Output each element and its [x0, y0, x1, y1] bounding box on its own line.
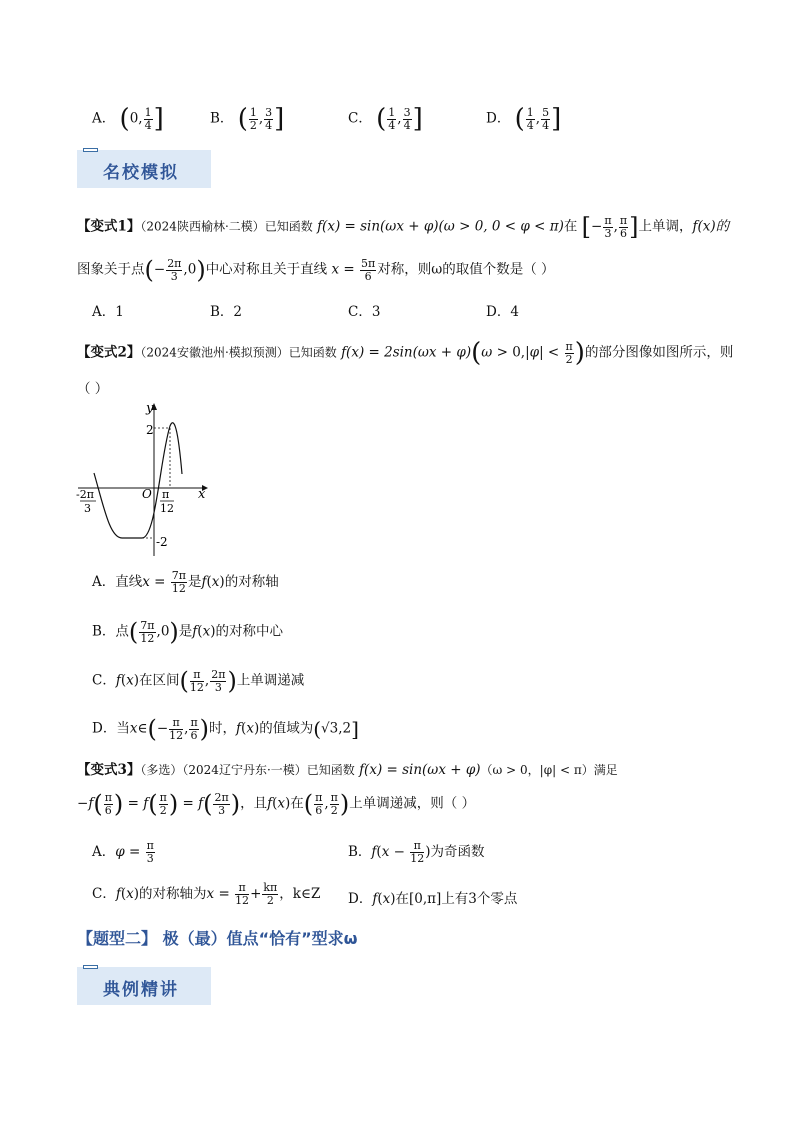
y-max-label: 2 — [146, 423, 154, 437]
question-2-line1: 【变式2】（2024安徽池州·模拟预测）已知函数 f(x) = 2sin(ωx + φ)(ω > 0,|φ| < $\frac{\pi}{2}$ )的部分图像如图所示，则 — [77, 338, 734, 368]
x-tick-pos-num: π — [162, 488, 170, 501]
question-3-line2: −f( $\frac{\pi}{6}$ ) = f( $\frac{\pi}{2}$ ) = f( $\frac{2\pi}{3}$ )，且f(x)在( $\frac{\pi}{6}$ , $\frac{\pi}{2}$ )上单调递减，则（ ） — [77, 790, 476, 818]
function-expression: f(x) = sin(ωx + φ) — [359, 762, 481, 778]
q3-option-c: C．f(x)的对称轴为x = $\frac{\pi}{12}$ + $\frac{k\pi}{2}$ ，k∈Z — [92, 881, 321, 907]
section-title: 典例精讲 — [103, 980, 179, 1000]
q2-option-c: C．f(x)在区间( $\frac{\pi}{12}$ , $\frac{2\pi}{3}$ )上单调递减 — [92, 667, 305, 695]
y-label: y — [146, 401, 154, 416]
q1-option-b: B．2 — [210, 304, 243, 320]
badge-bar-icon — [83, 148, 98, 152]
top-option-d: D． ( $\frac{1}{4}$ , $\frac{5}{4}$ ] — [486, 104, 562, 134]
sine-curve — [94, 423, 182, 538]
question-2-paren: （ ） — [77, 381, 109, 397]
x-tick-neg-num: -2π — [76, 488, 94, 501]
section-badge-famous-schools — [77, 150, 211, 188]
question-tag: 【变式2】 — [77, 344, 141, 361]
q3-option-b: B．f(x − $\frac{\pi}{12}$ )为奇函数 — [348, 839, 485, 865]
question-1-line2: 图象关于点(− $\frac{2\pi}{3}$ ,0)中心对称且关于直线 x = $\frac{5\pi}{6}$ 对称，则ω的取值个数是（ ） — [77, 256, 555, 284]
question-type-heading: 【题型二】 极（最）值点“恰有”型求ω — [77, 929, 358, 948]
badge-bar-icon — [83, 965, 98, 969]
function-expression: f(x) = sin(ωx + φ)(ω > 0, 0 < φ < π) — [317, 218, 564, 235]
q1-option-d: D．4 — [486, 304, 519, 320]
function-expression: f(x) = 2sin(ωx + φ) — [341, 344, 472, 361]
top-option-c: C． ( $\frac{1}{4}$ , $\frac{3}{4}$ ] — [348, 104, 423, 134]
q1-option-c: C．3 — [348, 304, 381, 320]
section-title: 名校模拟 — [103, 163, 179, 183]
question-tag: 【变式1】 — [77, 218, 141, 235]
q2-option-b: B．点( $\frac{7\pi}{12}$ ,0)是f(x)的对称中心 — [92, 618, 283, 646]
origin-label: O — [142, 487, 152, 501]
x-label: x — [198, 487, 206, 502]
question-1-line1: 【变式1】（2024陕西榆林·二模）已知函数 f(x) = sin(ωx + φ)(ω > 0, 0 < φ < π)在 [− $\frac{\pi}{3}$ , $\frac{\pi}{6}$ ]上单调，f(x)的 — [77, 213, 730, 241]
question-3-line1: 【变式3】（多选）（2024辽宁丹东·一模）已知函数 f(x) = sin(ωx + φ)（ω > 0，|φ| < π）满足 — [77, 762, 618, 778]
sine-graph — [70, 398, 210, 560]
q2-option-a: A．直线x = $\frac{7\pi}{12}$ 是f(x)的对称轴 — [92, 569, 279, 595]
top-option-a: A． (0, $\frac{1}{4}$ ] — [92, 104, 164, 134]
x-tick-pos-den: 12 — [160, 502, 174, 515]
section-badge-examples — [77, 967, 211, 1005]
y-min-label: -2 — [156, 535, 168, 549]
question-tag: 【变式3】 — [77, 762, 141, 778]
q1-option-a: A．1 — [92, 304, 124, 320]
q3-option-a: A．φ = $\frac{\pi}{3}$ — [92, 839, 154, 865]
q3-option-d: D．f(x)在[0,π]上有3个零点 — [348, 891, 518, 907]
x-tick-neg-den: 3 — [84, 502, 91, 515]
q2-option-d: D．当x∈(− $\frac{\pi}{12}$ , $\frac{\pi}{6}$ )时，f(x)的值域为(√3,2] — [92, 715, 359, 743]
top-option-b: B． ( $\frac{1}{2}$ , $\frac{3}{4}$ ] — [210, 104, 285, 134]
